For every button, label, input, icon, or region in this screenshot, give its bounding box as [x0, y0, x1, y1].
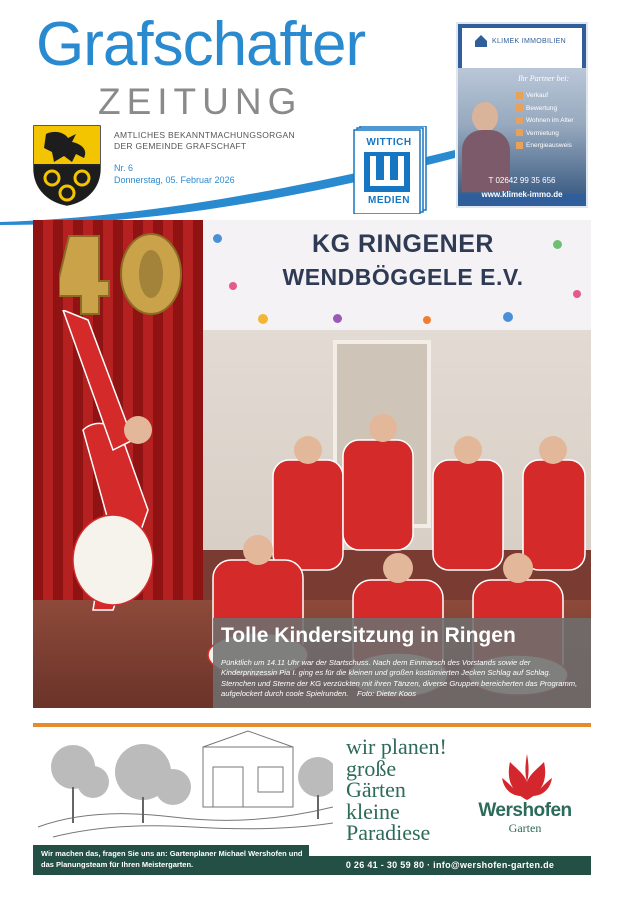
confetti-dot — [573, 290, 581, 298]
klimek-brand: KLIMEK IMMOBILIEN — [492, 38, 566, 45]
garden-ad-info-bar — [33, 845, 309, 875]
slogan-line: Gärten — [346, 777, 406, 802]
garden-slogan — [346, 736, 486, 844]
bullet-icon — [516, 104, 523, 111]
confetti-dot — [553, 240, 562, 249]
wershofen-brand: Wershofen — [478, 800, 572, 821]
klimek-website-link[interactable]: www.klimek-immo.de — [481, 190, 563, 199]
tulip-logo-icon — [482, 752, 572, 802]
bullet-icon — [516, 129, 523, 136]
service-item: Verkauf — [516, 90, 574, 103]
lead-body — [221, 658, 585, 700]
banner-line-1: KG RINGENER — [312, 230, 494, 258]
garden-ad-info-text: Wir machen das, fragen Sie uns an: Gartenplaner Michael Wershofen und das Planungsteam für Ihren Meistergarten. — [41, 849, 303, 869]
coat-of-arms-icon — [32, 124, 102, 206]
lead-body-text: Pünktlich um 14.11 Uhr war der Startschuss. Nach dem Einmarsch des Vorstands sowie der Kinderprinzessin Pia I. ging es für die kleinen und großen kostümierten Jecken Schlag auf Schlag. Sternchen und Sterne der KG verzückten mit ihren Tänzen, diverse Gruppen bereicherten das Programm, aufgelockert durch coole Spielrunden. — [221, 658, 578, 699]
klimek-header — [462, 28, 582, 68]
slogan-line: Paradiese — [346, 820, 431, 845]
slogan-line: große — [346, 755, 397, 781]
bullet-icon — [516, 92, 523, 99]
garden-ad-contact-text[interactable]: 0 26 41 - 30 59 80 · info@wershofen-garten.de — [345, 860, 555, 870]
wershofen-subbrand: Garten — [508, 821, 542, 835]
number-balloon-icon — [59, 226, 189, 316]
issue-info — [114, 162, 235, 186]
confetti-dot — [229, 282, 237, 290]
klimek-phone: T 02642 99 35 656 — [488, 176, 556, 185]
newspaper-subtitle: ZEITUNG — [98, 81, 303, 122]
klimek-advertisement[interactable] — [456, 22, 588, 208]
service-item: Energieausweis — [516, 140, 574, 153]
klimek-tagline: Ihr Partner bei: — [518, 74, 570, 83]
bullet-icon — [516, 142, 523, 149]
banner-line-2: WENDBÖGGELE E.V. — [282, 264, 524, 290]
slogan-line: kleine — [346, 798, 400, 824]
wittich-label: WITTICH — [366, 137, 412, 148]
bullet-icon — [516, 117, 523, 124]
official-notice-label — [114, 130, 334, 152]
house-icon — [474, 34, 488, 48]
photo-credit: Foto: Dieter Koos — [356, 689, 417, 699]
newspaper-title: Grafschafter — [36, 10, 366, 79]
confetti-dot — [213, 234, 222, 243]
service-item: Wohnen im Alter — [516, 115, 574, 128]
issue-date: Donnerstag, 05. Februar 2026 — [114, 175, 235, 185]
garden-sketch-icon — [33, 727, 333, 845]
lead-caption — [213, 618, 591, 708]
slogan-line: wir planen! — [346, 734, 447, 759]
service-item: Bewertung — [516, 103, 574, 116]
agent-head — [472, 102, 498, 132]
lead-headline[interactable]: Tolle Kindersitzung in Ringen — [221, 624, 516, 647]
medien-label: MEDIEN — [368, 195, 410, 206]
klimek-services — [516, 90, 574, 153]
garden-ad-contact-bar[interactable] — [309, 856, 591, 875]
official-line-2: DER GEMEINDE GRAFSCHAFT — [114, 141, 247, 151]
issue-number: Nr. 6 — [114, 163, 134, 173]
service-item: Vermietung — [516, 128, 574, 141]
official-line-1: AMTLICHES BEKANNTMACHUNGSORGAN — [114, 130, 295, 140]
